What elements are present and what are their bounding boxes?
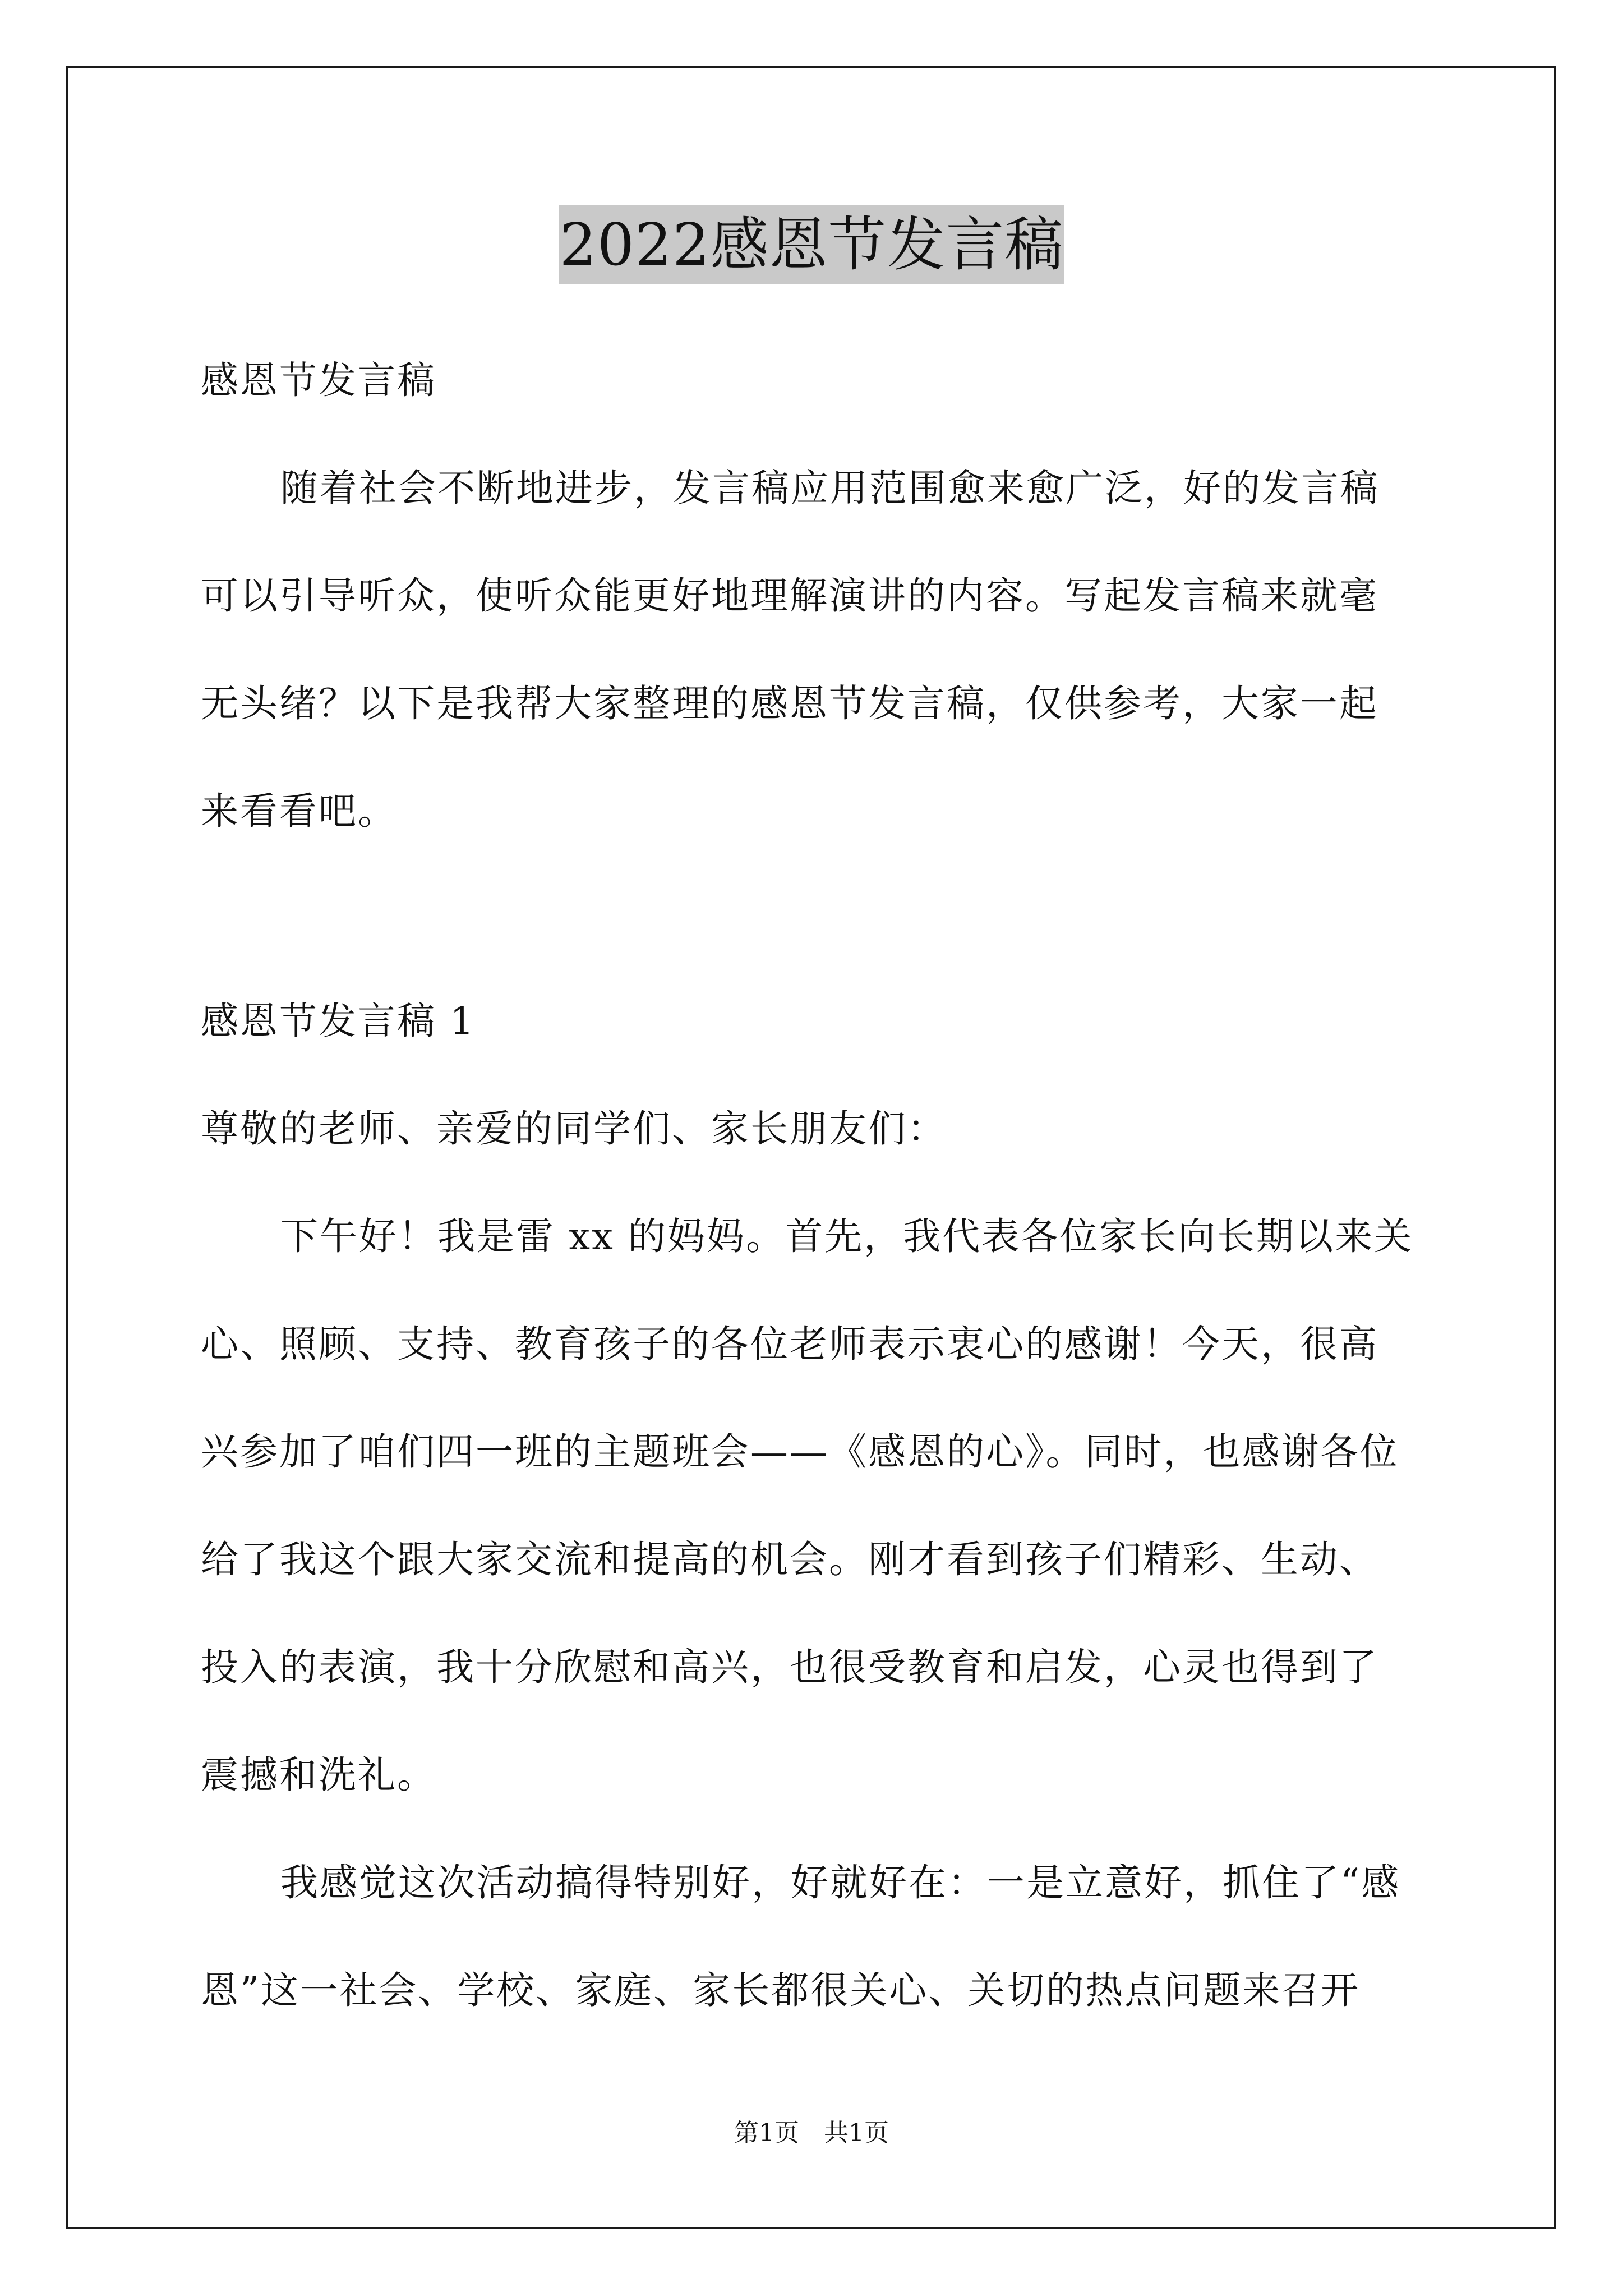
paragraph-line: 恩”这一社会、学校、家庭、家长都很关心、关切的热点问题来召开 bbox=[201, 1968, 1361, 2012]
document-title: 2022感恩节发言稿 bbox=[559, 205, 1065, 284]
intro-line: 可以引导听众，使听众能更好地理解演讲的内容。写起发言稿来就毫 bbox=[201, 574, 1378, 618]
section-heading: 感恩节发言稿 1 bbox=[201, 999, 476, 1043]
paragraph-line: 给了我这个跟大家交流和提高的机会。刚才看到孩子们精彩、生动、 bbox=[201, 1538, 1378, 1581]
intro-line: 来看看吧。 bbox=[201, 789, 397, 833]
paragraph-line: 兴参加了咱们四一班的主题班会——《感恩的心》。同时，也感谢各位 bbox=[201, 1430, 1399, 1474]
intro-line: 无头绪？以下是我帮大家整理的感恩节发言稿，仅供参考，大家一起 bbox=[201, 682, 1378, 725]
subtitle: 感恩节发言稿 bbox=[201, 358, 436, 402]
salutation: 尊敬的老师、亲爱的同学们、家长朋友们： bbox=[201, 1107, 947, 1151]
title-container bbox=[0, 205, 1623, 284]
intro-line: 随着社会不断地进步，发言稿应用范围愈来愈广泛，好的发言稿 bbox=[280, 466, 1380, 510]
paragraph-line: 下午好！我是雷 xx 的妈妈。首先，我代表各位家长向长期以来关 bbox=[280, 1214, 1414, 1258]
page-footer: 第1页 共1页 bbox=[734, 2119, 889, 2147]
paragraph-line: 我感觉这次活动搞得特别好，好就好在：一是立意好，抓住了“感 bbox=[280, 1861, 1401, 1904]
paragraph-line: 投入的表演，我十分欣慰和高兴，也很受教育和启发，心灵也得到了 bbox=[201, 1645, 1378, 1689]
paragraph-line: 震撼和洗礼。 bbox=[201, 1753, 436, 1797]
paragraph-line: 心、照顾、支持、教育孩子的各位老师表示衷心的感谢！今天，很高 bbox=[201, 1322, 1378, 1366]
